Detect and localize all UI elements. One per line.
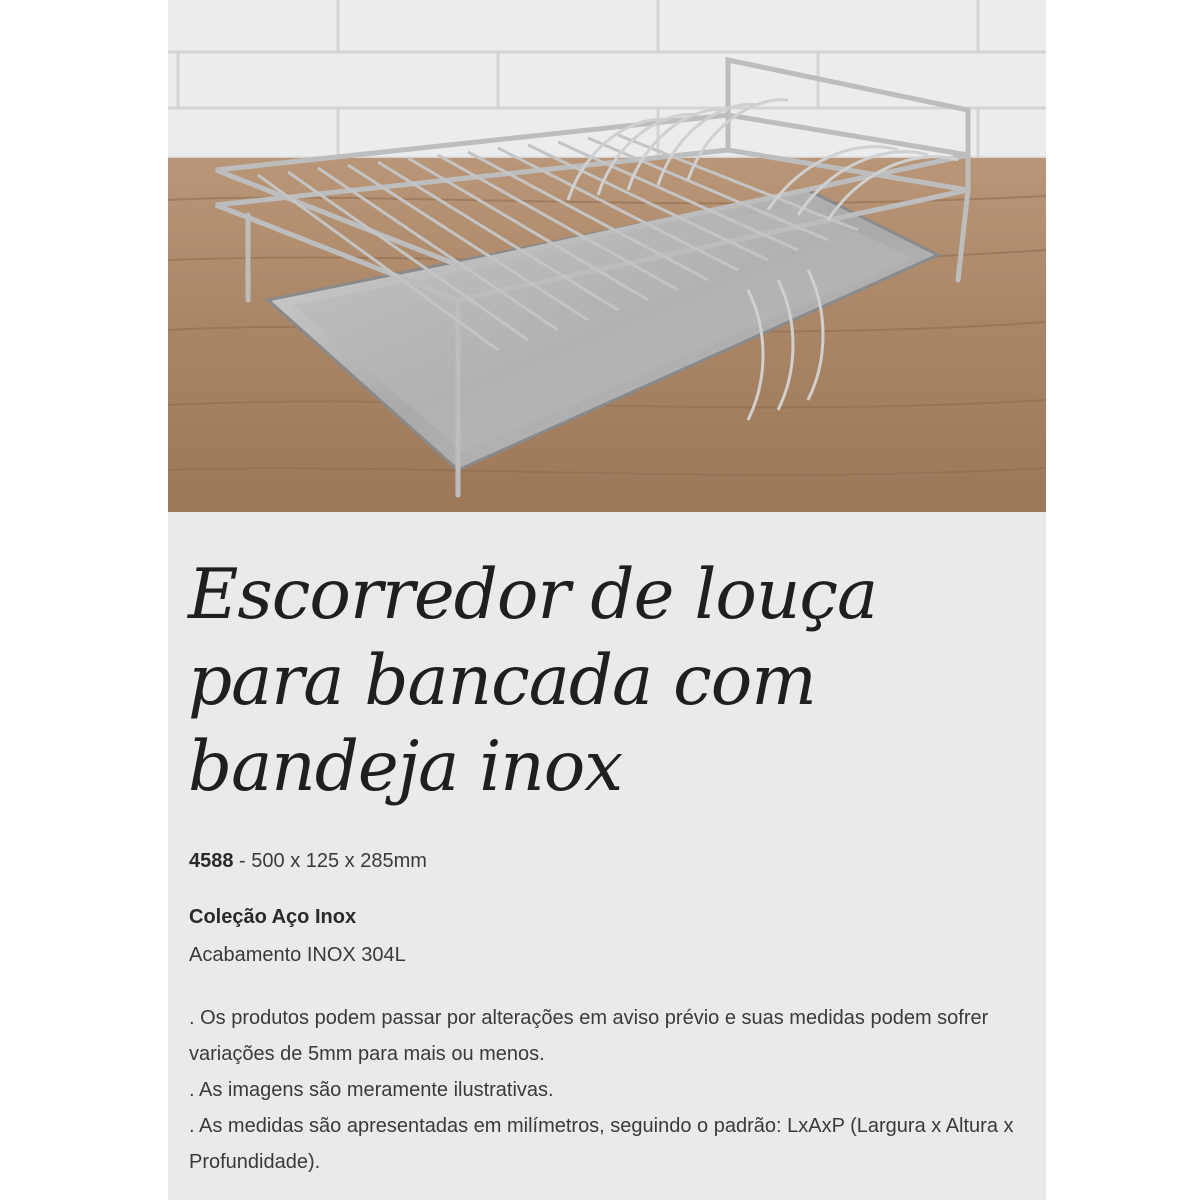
product-dimensions: - 500 x 125 x 285mm xyxy=(233,850,427,872)
product-title xyxy=(188,552,1028,810)
disclaimer-note: . Os produtos podem passar por alterações em aviso prévio e suas medidas podem sofrer variações de 5mm para mais ou menos. xyxy=(189,1007,989,1065)
product-title-line-3: bandeja inox xyxy=(188,727,623,807)
product-code: 4588 xyxy=(189,850,234,872)
product-photo xyxy=(168,0,1046,512)
product-card xyxy=(168,0,1046,1200)
disclaimer-notes xyxy=(189,1000,1034,1180)
collection-name: Coleção Aço Inox xyxy=(189,906,357,928)
product-title-line-1: Escorredor de louça xyxy=(188,555,878,635)
disclaimer-note: . As imagens são meramente ilustrativas. xyxy=(189,1079,554,1101)
dish-rack-illustration xyxy=(168,0,1046,512)
finish-description: Acabamento INOX 304L xyxy=(189,944,406,966)
product-spec-line xyxy=(189,850,427,873)
product-title-line-2: para bancada com xyxy=(188,641,816,721)
disclaimer-note: . As medidas são apresentadas em milímetros, seguindo o padrão: LxAxP (Largura x Altura x Profundidade). xyxy=(189,1115,1014,1173)
